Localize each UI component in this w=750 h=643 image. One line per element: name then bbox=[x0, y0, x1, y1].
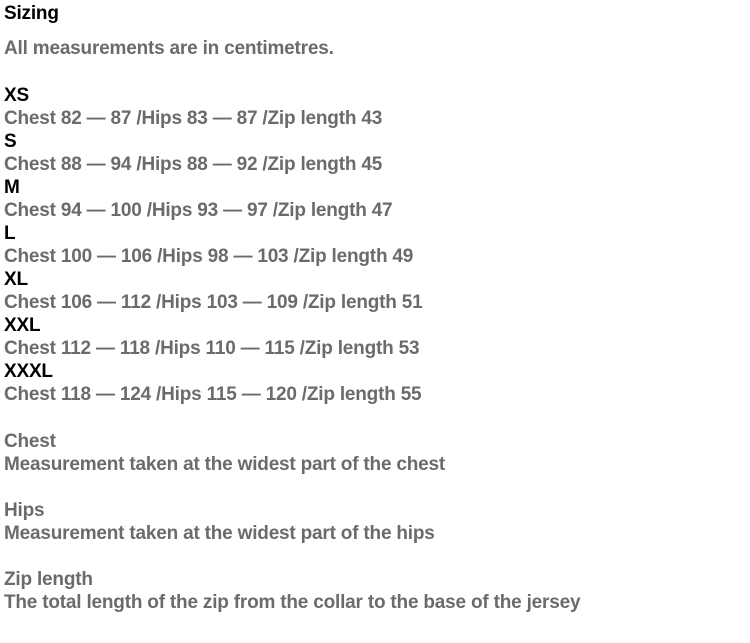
size-label: L bbox=[4, 223, 16, 244]
size-label: M bbox=[4, 177, 20, 198]
size-list bbox=[4, 86, 744, 408]
definition-zip-length bbox=[4, 569, 744, 638]
size-item-xl bbox=[4, 270, 744, 316]
size-item-s bbox=[4, 132, 744, 178]
size-measurements: Chest 82 — 87 /Hips 83 — 87 /Zip length 43 bbox=[4, 108, 383, 129]
size-measurements: Chest 94 — 100 /Hips 93 — 97 /Zip length 47 bbox=[4, 200, 393, 221]
definition-term: Chest bbox=[4, 431, 56, 452]
size-label: XXL bbox=[4, 315, 41, 336]
definition-description: Measurement taken at the widest part of the chest bbox=[4, 454, 446, 475]
size-measurements: Chest 106 — 112 /Hips 103 — 109 /Zip length 51 bbox=[4, 292, 423, 313]
size-measurements: Chest 100 — 106 /Hips 98 — 103 /Zip length 49 bbox=[4, 246, 414, 267]
size-measurements: Chest 112 — 118 /Hips 110 — 115 /Zip length 53 bbox=[4, 338, 420, 359]
sizing-guide bbox=[4, 0, 746, 643]
definition-hips bbox=[4, 500, 744, 569]
page-title: Sizing bbox=[4, 3, 59, 24]
definition-chest bbox=[4, 431, 744, 500]
size-measurements: Chest 88 — 94 /Hips 88 — 92 /Zip length 45 bbox=[4, 154, 383, 175]
definition-description: The total length of the zip from the collar to the base of the jersey bbox=[4, 592, 581, 613]
size-measurements: Chest 118 — 124 /Hips 115 — 120 /Zip length 55 bbox=[4, 384, 422, 405]
definition-term: Zip length bbox=[4, 569, 93, 590]
size-label: XL bbox=[4, 269, 28, 290]
size-item-xxl bbox=[4, 316, 744, 362]
definition-description: Measurement taken at the widest part of the hips bbox=[4, 523, 435, 544]
size-item-m bbox=[4, 178, 744, 224]
size-item-l bbox=[4, 224, 744, 270]
definition-term: Hips bbox=[4, 500, 45, 521]
size-label: XXXL bbox=[4, 361, 53, 382]
size-item-xs bbox=[4, 86, 744, 132]
size-label: S bbox=[4, 131, 17, 152]
measurement-definitions bbox=[4, 431, 744, 638]
units-note: All measurements are in centimetres. bbox=[4, 38, 334, 59]
size-item-xxxl bbox=[4, 362, 744, 408]
size-label: XS bbox=[4, 85, 29, 106]
